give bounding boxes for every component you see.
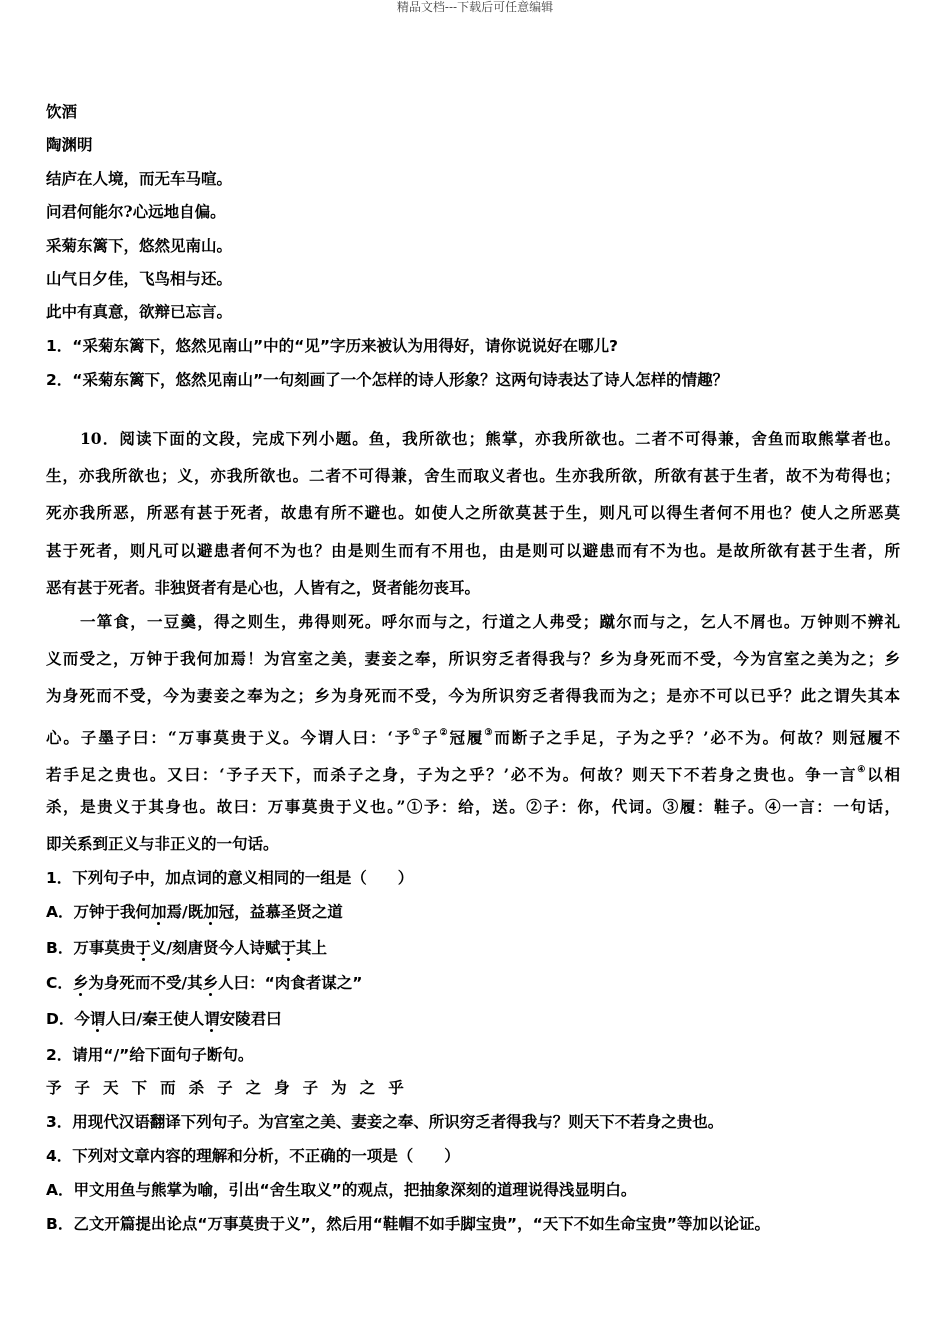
poem-line: 此中有真意，欲辩已忘言。: [46, 302, 233, 321]
poem-line: 采菊东篱下，悠然见南山。: [46, 236, 233, 255]
poem-author: 陶渊明: [46, 135, 93, 154]
option-label: D．: [46, 1010, 75, 1028]
passage-text: 子: [422, 728, 440, 747]
page-header: 精品文档---下载后可任意编辑: [396, 0, 554, 14]
dotted-word: 乡: [202, 974, 219, 992]
sentence-char: 天: [103, 1079, 119, 1097]
option-text: 安陵君曰: [219, 1010, 282, 1028]
poem-question-1: 1．“采菊东篱下，悠然见南山”中的“见”字历来被认为用得好，请你说说好在哪儿?: [46, 337, 619, 355]
question-3: 3．用现代汉语翻译下列句子。为宫室之美、妻妾之奉、所识穷乏者得我与？则天下不若身之贵也。: [46, 1113, 724, 1131]
sentence-char: 予: [46, 1079, 62, 1097]
note-marker: ①: [412, 728, 423, 738]
poem-line: 山气日夕佳，飞鸟相与还。: [46, 269, 233, 288]
sentence-char: 身: [274, 1079, 290, 1097]
question-2: 2．请用“/”给下面句子断句。: [46, 1046, 254, 1064]
question-4: 4．下列对文章内容的理解和分析，不正确的一项是（ ）: [46, 1147, 460, 1165]
passage-line: 一箪食，一豆羹，得之则生，弗得则死。呼尔而与之，行道之人弗受；蹴尔而与之，乞人不屑也。万钟则不辨礼: [80, 612, 900, 631]
poem-title: 饮酒: [46, 102, 78, 121]
note-marker: ③: [484, 728, 495, 738]
option-a: A．甲文用鱼与熊掌为喻，引出“舍生取义”的观点，把抽象深刻的道理说得浅显明白。: [46, 1181, 637, 1199]
passage-line: 死亦我所恶，所恶有甚于死者，故患有所不避也。如使人之所欲莫甚于生，则凡可以得生者何不用也？使人之所恶莫: [46, 503, 900, 522]
passage-text: 以相: [867, 765, 900, 784]
passage-text: 而断子之手足，子为之乎？’必不为。何故？则冠履不: [494, 728, 900, 747]
sentence-to-punctuate: [46, 1078, 417, 1098]
sentence-char: 子: [217, 1079, 233, 1097]
poem-line: 结庐在人境，而无车马喧。: [46, 169, 233, 188]
option-b: B．乙文开篇提出论点“万事莫贵于义”，然后用“鞋帽不如手脚宝贵”，“天下不如生命宝贵”等加以论证。: [46, 1215, 770, 1233]
option-text: 万事莫贵: [73, 939, 136, 957]
question-1: 1．下列句子中，加点词的意义相同的一组是（ ）: [46, 869, 414, 887]
sentence-char: 之: [359, 1079, 376, 1097]
option-text: 其上: [296, 939, 328, 957]
option-b: [46, 938, 327, 958]
dotted-word: 于: [135, 939, 151, 957]
passage-line: 10．阅读下面的文段，完成下列小题。鱼，我所欲也；熊掌，亦我所欲也。二者不可得兼，舍鱼而取熊掌者也。: [80, 429, 900, 448]
dotted-word: 加: [151, 903, 167, 921]
dotted-word: 加: [203, 903, 219, 921]
note-marker: ④: [857, 765, 868, 775]
sentence-char: 子: [302, 1079, 319, 1097]
passage-line: 义而受之，万钟于我何加焉！为宫室之美，妻妾之奉，所识穷乏者得我与？乡为身死而不受，今为宫室之美为之；乡: [46, 649, 900, 668]
option-text: 为身死而不受/其: [88, 974, 203, 992]
passage-line: 即关系到正义与非正义的一句话。: [46, 834, 279, 853]
option-c: [46, 973, 362, 993]
passage-line: 为身死而不受，今为妻妾之奉为之；乡为身死而不受，今为所识穷乏者得我而为之；是亦不可以已乎？此之谓失其本: [46, 686, 900, 705]
poem-line: 问君何能尔?心远地自偏。: [46, 202, 226, 221]
sentence-char: 杀: [188, 1079, 205, 1097]
passage-text: 若手足之贵也。又曰：‘予子天下，而杀子之身，子为之乎？’必不为。何故？则天下不若身之贵也。争一言: [46, 765, 858, 784]
option-text: 义/刻唐贤今人诗赋: [150, 939, 281, 957]
sentence-char: 之: [245, 1079, 262, 1097]
sentence-char: 为: [331, 1079, 347, 1097]
dotted-word: 谓: [204, 1010, 220, 1028]
option-text: 今: [74, 1010, 90, 1028]
option-d: [46, 1009, 282, 1029]
option-label: B．: [46, 939, 74, 957]
passage-line: 甚于死者，则凡可以避患者何不为也？由是则生而有不用也，由是则可以避患而有不为也。是故所欲有甚于生者，所: [46, 541, 900, 560]
passage-line: 恶有甚于死者。非独贤者有是心也，人皆有之，贤者能勿丧耳。: [46, 578, 481, 597]
option-text: 冠，益慕圣贤之道: [218, 903, 343, 921]
passage-text: 心。子墨子曰：“万事莫贵于义。今谓人曰：‘予: [46, 728, 413, 747]
dotted-word: 于: [280, 939, 297, 957]
option-label: A．: [46, 903, 74, 921]
passage-line: [46, 723, 900, 748]
note-marker: ②: [439, 728, 450, 738]
sentence-char: 下: [131, 1079, 148, 1097]
option-text: 人曰/秦王使人: [105, 1010, 205, 1028]
poem-question-2: 2．“采菊东篱下，悠然见南山”一句刻画了一个怎样的诗人形象？这两句诗表达了诗人怎样的情趣？: [46, 371, 729, 389]
passage-line: 生，亦我所欲也；义，亦我所欲也。二者不可得兼，舍生而取义者也。生亦我所欲，所欲有甚于生者，故不为苟得也；: [46, 466, 900, 485]
option-a: [46, 902, 343, 922]
option-label: C．: [46, 974, 73, 992]
dotted-word: 谓: [89, 1010, 106, 1028]
sentence-char: 乎: [388, 1079, 404, 1097]
passage-line: [46, 760, 900, 785]
passage-line: 杀，是贵义于其身也。故曰：万事莫贵于义也。”①予：给，送。②子：你，代词。③履：鞋子。④一言：一句话，: [46, 797, 900, 816]
option-text: 焉/既: [166, 903, 204, 921]
sentence-char: 而: [160, 1079, 176, 1097]
option-text: 人曰：“肉食者谋之”: [218, 974, 363, 992]
dotted-word: 乡: [72, 974, 89, 992]
sentence-char: 子: [74, 1079, 91, 1097]
passage-text: 冠履: [449, 728, 485, 747]
option-text: 万钟于我何: [73, 903, 152, 921]
